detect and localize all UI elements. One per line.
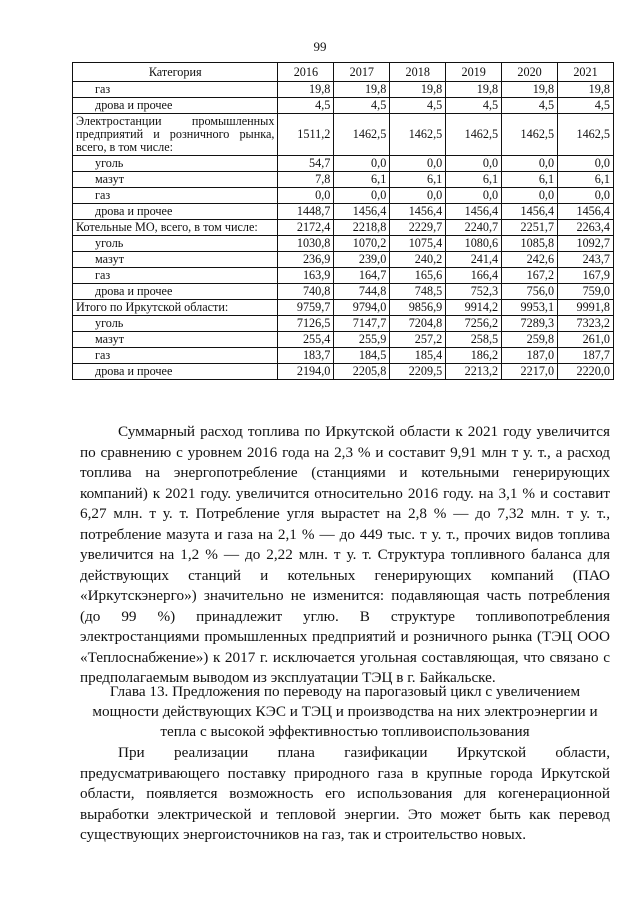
- row-category-label: дрова и прочее: [73, 204, 278, 220]
- row-category-label: мазут: [73, 172, 278, 188]
- row-value-cell: 759,0: [558, 284, 614, 300]
- row-category-label: дрова и прочее: [73, 364, 278, 380]
- row-value-cell: 6,1: [502, 172, 558, 188]
- table-row: [73, 332, 614, 348]
- column-header-year: 2017: [334, 63, 390, 82]
- table-row: [73, 156, 614, 172]
- row-value-cell: 183,7: [278, 348, 334, 364]
- row-value-cell: 1456,4: [446, 204, 502, 220]
- row-value-cell: 261,0: [558, 332, 614, 348]
- row-value-cell: 0,0: [446, 156, 502, 172]
- row-category-label: газ: [73, 348, 278, 364]
- row-value-cell: 19,8: [390, 82, 446, 98]
- row-category-label: газ: [73, 268, 278, 284]
- row-value-cell: 1456,4: [334, 204, 390, 220]
- row-value-cell: 7147,7: [334, 316, 390, 332]
- row-value-cell: 4,5: [334, 98, 390, 114]
- row-value-cell: 2263,4: [558, 220, 614, 236]
- row-value-cell: 165,6: [390, 268, 446, 284]
- row-value-cell: 7204,8: [390, 316, 446, 332]
- row-value-cell: 164,7: [334, 268, 390, 284]
- row-value-cell: 4,5: [390, 98, 446, 114]
- row-category-label: дрова и прочее: [73, 284, 278, 300]
- row-value-cell: 4,5: [558, 98, 614, 114]
- row-value-cell: 0,0: [558, 156, 614, 172]
- row-category-label: Электростанции промышленных предприятий и розничного рынка, всего, в том числе:: [73, 114, 278, 156]
- row-value-cell: 1080,6: [446, 236, 502, 252]
- row-value-cell: 236,9: [278, 252, 334, 268]
- row-value-cell: 740,8: [278, 284, 334, 300]
- table-row: [73, 284, 614, 300]
- row-value-cell: 0,0: [278, 188, 334, 204]
- row-value-cell: 2217,0: [502, 364, 558, 380]
- row-value-cell: 1085,8: [502, 236, 558, 252]
- row-value-cell: 255,9: [334, 332, 390, 348]
- row-value-cell: 1462,5: [446, 114, 502, 156]
- table-row: [73, 316, 614, 332]
- row-value-cell: 184,5: [334, 348, 390, 364]
- row-value-cell: 167,9: [558, 268, 614, 284]
- row-value-cell: 19,8: [558, 82, 614, 98]
- row-value-cell: 1456,4: [558, 204, 614, 220]
- row-value-cell: 6,1: [446, 172, 502, 188]
- gasification-paragraph-text: При реализации плана газификации Иркутской области, предусматривающего поставку природного газа в крупные города Иркутской области, появляется возможность его использования для когенерационной выработки электрической и тепловой энергии. Это может быть как перевод существующих энергоисточников на газ, так и строительство новых.: [80, 744, 610, 843]
- row-value-cell: 167,2: [502, 268, 558, 284]
- row-value-cell: 7,8: [278, 172, 334, 188]
- row-value-cell: 241,4: [446, 252, 502, 268]
- row-value-cell: 0,0: [446, 188, 502, 204]
- table-header-row: [73, 63, 614, 82]
- row-value-cell: 7323,2: [558, 316, 614, 332]
- row-value-cell: 0,0: [390, 188, 446, 204]
- row-value-cell: 1511,2: [278, 114, 334, 156]
- row-value-cell: 1462,5: [558, 114, 614, 156]
- row-value-cell: 0,0: [334, 188, 390, 204]
- row-value-cell: 255,4: [278, 332, 334, 348]
- row-value-cell: 752,3: [446, 284, 502, 300]
- row-value-cell: 185,4: [390, 348, 446, 364]
- row-category-label: газ: [73, 82, 278, 98]
- row-value-cell: 9759,7: [278, 300, 334, 316]
- table-row: [73, 300, 614, 316]
- row-value-cell: 1030,8: [278, 236, 334, 252]
- row-value-cell: 243,7: [558, 252, 614, 268]
- row-value-cell: 6,1: [334, 172, 390, 188]
- row-value-cell: 0,0: [502, 188, 558, 204]
- row-value-cell: 19,8: [502, 82, 558, 98]
- row-value-cell: 1462,5: [502, 114, 558, 156]
- row-value-cell: 6,1: [558, 172, 614, 188]
- row-value-cell: 9856,9: [390, 300, 446, 316]
- row-value-cell: 19,8: [334, 82, 390, 98]
- row-value-cell: 4,5: [502, 98, 558, 114]
- row-value-cell: 163,9: [278, 268, 334, 284]
- fuel-consumption-table: [72, 62, 614, 380]
- row-value-cell: 6,1: [390, 172, 446, 188]
- row-value-cell: 1070,2: [334, 236, 390, 252]
- row-value-cell: 1075,4: [390, 236, 446, 252]
- row-category-label: мазут: [73, 252, 278, 268]
- row-value-cell: 9914,2: [446, 300, 502, 316]
- row-category-label: уголь: [73, 236, 278, 252]
- summary-paragraph-text: Суммарный расход топлива по Иркутской области к 2021 году увеличится по сравнению с уровнем 2016 года на 2,3 % и составит 9,91 млн т у. т., а расход топлива на энергопотребление (станциями и котельными генерирующих компаний) к 2021 году. увеличится относительно 2016 году. на 3,1 % и составит 6,27 млн. т у. т. Потребление угля вырастет на 2,8 % — до 7,32 млн. т у. т., потребление мазута и газа на 2,1 % — до 449 тыс. т у. т., прочих видов топлива увеличится на 1,2 % — до 2,22 млн. т у. т. Структура топливного баланса для действующих станций и котельных генерирующих компаний (ПАО «Иркутскэнерго») значительно не изменится: подавляющая часть потребления (до 99 %) принадлежит углю. В структуре топливопотребления электростанциями промышленных предприятий и розничного рынка (ТЭЦ ООО «Теплоснабжение») к 2017 г. исключается угольная составляющая, что связано с предполагаемым выводом из эксплуатации ТЭЦ в г. Байкальске.: [80, 423, 610, 686]
- row-value-cell: 7289,3: [502, 316, 558, 332]
- row-value-cell: 187,7: [558, 348, 614, 364]
- table-row: [73, 236, 614, 252]
- row-value-cell: 240,2: [390, 252, 446, 268]
- row-value-cell: 0,0: [334, 156, 390, 172]
- row-value-cell: 259,8: [502, 332, 558, 348]
- row-value-cell: 9794,0: [334, 300, 390, 316]
- row-value-cell: 1462,5: [334, 114, 390, 156]
- row-value-cell: 258,5: [446, 332, 502, 348]
- summary-paragraph: [80, 422, 610, 689]
- row-category-label: Итого по Иркутской области:: [73, 300, 278, 316]
- row-value-cell: 1448,7: [278, 204, 334, 220]
- row-value-cell: 242,6: [502, 252, 558, 268]
- row-value-cell: 0,0: [558, 188, 614, 204]
- row-value-cell: 166,4: [446, 268, 502, 284]
- row-category-label: мазут: [73, 332, 278, 348]
- row-category-label: Котельные МО, всего, в том числе:: [73, 220, 278, 236]
- table-row: [73, 268, 614, 284]
- row-value-cell: 2205,8: [334, 364, 390, 380]
- table-row: [73, 348, 614, 364]
- table-row: [73, 252, 614, 268]
- row-value-cell: 7126,5: [278, 316, 334, 332]
- row-value-cell: 1462,5: [390, 114, 446, 156]
- row-value-cell: 4,5: [278, 98, 334, 114]
- row-value-cell: 239,0: [334, 252, 390, 268]
- row-value-cell: 756,0: [502, 284, 558, 300]
- row-value-cell: 2229,7: [390, 220, 446, 236]
- row-value-cell: 2194,0: [278, 364, 334, 380]
- table-row: [73, 220, 614, 236]
- row-value-cell: 2213,2: [446, 364, 502, 380]
- row-value-cell: 1456,4: [502, 204, 558, 220]
- table-row: [73, 364, 614, 380]
- table-row: [73, 172, 614, 188]
- row-value-cell: 19,8: [278, 82, 334, 98]
- column-header-year: 2019: [446, 63, 502, 82]
- row-value-cell: 7256,2: [446, 316, 502, 332]
- row-value-cell: 744,8: [334, 284, 390, 300]
- row-value-cell: 2220,0: [558, 364, 614, 380]
- row-value-cell: 257,2: [390, 332, 446, 348]
- row-value-cell: 9991,8: [558, 300, 614, 316]
- column-header-year: 2020: [502, 63, 558, 82]
- table-row: [73, 188, 614, 204]
- row-value-cell: 748,5: [390, 284, 446, 300]
- row-value-cell: 4,5: [446, 98, 502, 114]
- row-value-cell: 2218,8: [334, 220, 390, 236]
- row-category-label: уголь: [73, 156, 278, 172]
- column-header-category: Категория: [73, 63, 278, 82]
- row-value-cell: 54,7: [278, 156, 334, 172]
- row-value-cell: 2209,5: [390, 364, 446, 380]
- row-value-cell: 19,8: [446, 82, 502, 98]
- chapter-title: Глава 13. Предложения по переводу на парогазовый цикл с увеличением мощности действующих КЭС и ТЭЦ и производства на них электроэнергии и тепла с высокой эффективностью топливоиспользования: [92, 683, 598, 740]
- column-header-year: 2021: [558, 63, 614, 82]
- table-row: [73, 82, 614, 98]
- row-value-cell: 2172,4: [278, 220, 334, 236]
- row-category-label: газ: [73, 188, 278, 204]
- column-header-year: 2016: [278, 63, 334, 82]
- row-value-cell: 187,0: [502, 348, 558, 364]
- row-value-cell: 2251,7: [502, 220, 558, 236]
- row-category-label: дрова и прочее: [73, 98, 278, 114]
- row-value-cell: 2240,7: [446, 220, 502, 236]
- row-value-cell: 1456,4: [390, 204, 446, 220]
- row-value-cell: 9953,1: [502, 300, 558, 316]
- column-header-year: 2018: [390, 63, 446, 82]
- table-body: [73, 82, 614, 380]
- table-row: [73, 114, 614, 156]
- gasification-paragraph: [80, 743, 610, 846]
- table-row: [73, 204, 614, 220]
- row-value-cell: 1092,7: [558, 236, 614, 252]
- page-number: 99: [313, 39, 327, 54]
- row-value-cell: 186,2: [446, 348, 502, 364]
- row-category-label: уголь: [73, 316, 278, 332]
- row-value-cell: 0,0: [502, 156, 558, 172]
- row-value-cell: 0,0: [390, 156, 446, 172]
- table-row: [73, 98, 614, 114]
